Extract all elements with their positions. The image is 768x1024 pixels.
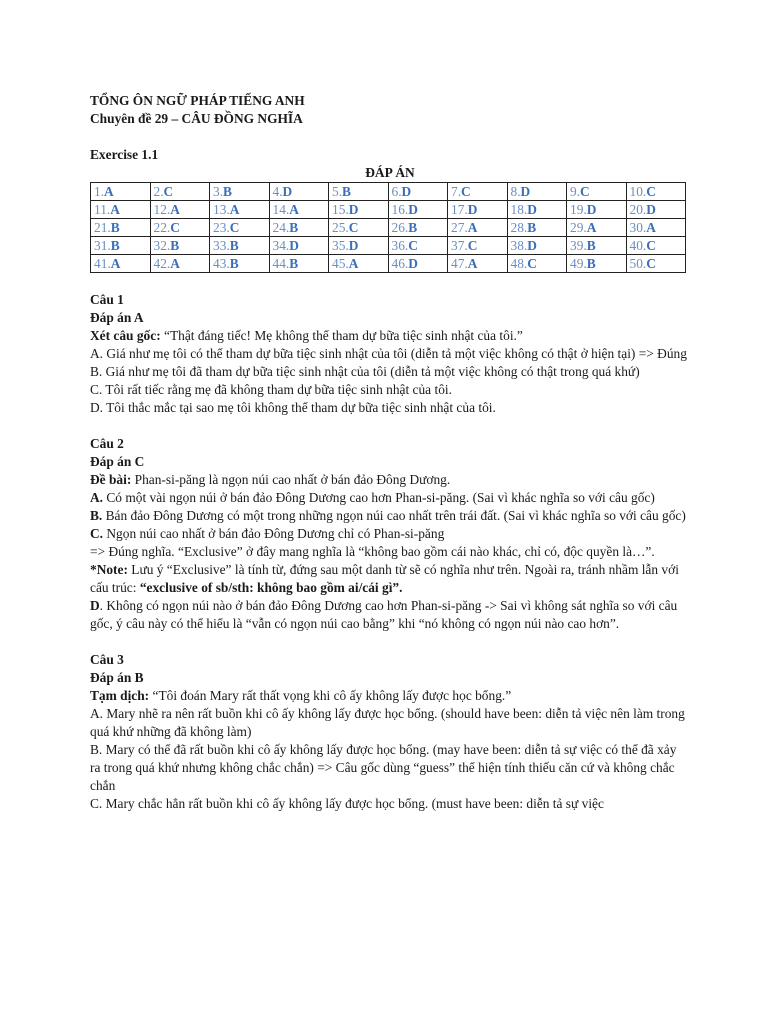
answer-cell (388, 255, 448, 273)
answer-number: 2. (153, 184, 164, 199)
answer-letter: C (527, 256, 537, 271)
question-2-heading: Câu 2 (90, 436, 124, 451)
question-3-option-b: B. Mary có thể đã rất buồn khi cô ấy không lấy được học bổng. (may have been: diễn tả sự việc có thể đã xảy ra trong quá khứ nhưng không chắc chắn) => Câu gốc dùng “guess” thể hiện tính thiếu căn cứ và không chắc chắn (90, 742, 677, 793)
answer-number: 22. (153, 220, 171, 235)
answer-letter: A (467, 256, 478, 271)
option-text: Ngọn núi cao nhất ở bán đảo Đông Dương chỉ có Phan-si-păng (103, 526, 445, 541)
question-2-answer: Đáp án C (90, 454, 145, 469)
answer-letter: B (527, 220, 537, 235)
answer-letter: C (461, 184, 471, 199)
document-content (90, 92, 690, 813)
answer-cell (626, 183, 686, 201)
answer-key-table (90, 182, 686, 273)
answer-letter: D (408, 202, 418, 217)
answer-number: 45. (332, 256, 349, 271)
answer-number: 43. (213, 256, 230, 271)
answer-letter: C (229, 220, 240, 235)
answer-letter: A (646, 220, 656, 235)
answer-number: 31. (94, 238, 111, 253)
answer-cell (388, 219, 448, 237)
answer-cell (329, 219, 389, 237)
answer-cell (388, 237, 448, 255)
question-2-option-d (90, 597, 690, 633)
answer-letter: B (586, 238, 596, 253)
question-2-option-c (90, 525, 690, 543)
answer-number: 42. (153, 256, 171, 271)
option-label: B. (90, 508, 103, 523)
answer-cell (507, 183, 567, 201)
option-text: . Không có ngọn núi nào ở bán đảo Đông Dương cao hơn Phan-si-păng -> Sai vì không sát nghĩa so với câu gốc, ý câu này có thể hiểu là “vẫn có ngọn núi cao bằng” khi “nó không có ngọn núi nào cao hơn”. (90, 598, 678, 631)
answer-number: 41. (94, 256, 111, 271)
lead-label: Tạm dịch: (90, 688, 150, 703)
question-1-answer: Đáp án A (90, 310, 144, 325)
answer-row (91, 255, 686, 273)
answer-number: 16. (391, 202, 409, 217)
answer-number: 50. (629, 256, 647, 271)
answer-cell (448, 219, 508, 237)
option-label: C. (90, 526, 104, 541)
answer-letter: B (229, 238, 239, 253)
answer-letter: B (110, 220, 120, 235)
option-text: Bán đảo Đông Dương có một trong những ngọn núi cao nhất trên trái đất. (Sai vì khác nghĩa so với câu gốc) (102, 508, 686, 523)
question-2-option-c-note: => Đúng nghĩa. “Exclusive” ở đây mang nghĩa là “không bao gồm cái nào khác, chỉ có, độc quyền là…”. (90, 544, 655, 559)
question-2-option-a (90, 489, 690, 507)
answer-letter: D (348, 238, 359, 253)
answer-number: 44. (272, 256, 290, 271)
answer-number: 49. (570, 256, 587, 271)
answer-number: 35. (332, 238, 349, 253)
answer-letter: B (110, 238, 120, 253)
answer-letter: D (527, 238, 537, 253)
answer-row (91, 237, 686, 255)
answer-row (91, 219, 686, 237)
question-3-lead (90, 687, 690, 705)
question-1-option-c: C. Tôi rất tiếc rằng mẹ đã không tham dự bữa tiệc sinh nhật của tôi. (90, 382, 452, 397)
answer-letter: A (170, 202, 180, 217)
answer-number: 3. (213, 184, 224, 199)
exercise-heading: Exercise 1.1 (90, 147, 159, 162)
answer-number: 24. (272, 220, 290, 235)
lead-text: “Tôi đoán Mary rất thất vọng khi cô ấy không lấy được học bổng.” (149, 688, 512, 703)
answer-cell (507, 201, 567, 219)
note-label: *Note: (90, 562, 128, 577)
answer-letter: C (646, 256, 656, 271)
answer-letter: D (408, 256, 418, 271)
answer-number: 46. (391, 256, 409, 271)
answer-cell (329, 183, 389, 201)
answer-cell (150, 237, 210, 255)
answer-cell (150, 219, 210, 237)
answer-cell (567, 201, 627, 219)
answer-number: 7. (451, 184, 462, 199)
answer-letter: B (289, 220, 299, 235)
answer-cell (448, 201, 508, 219)
answer-letter: D (646, 202, 656, 217)
document-title: TỔNG ÔN NGỮ PHÁP TIẾNG ANH (90, 93, 305, 108)
answer-number: 26. (391, 220, 409, 235)
answer-cell (210, 219, 270, 237)
answer-letter: D (282, 184, 293, 199)
answer-letter: C (408, 238, 418, 253)
answer-letter: D (401, 184, 412, 199)
answer-cell (567, 183, 627, 201)
answer-cell (150, 201, 210, 219)
question-3-option-a: A. Mary nhẽ ra nên rất buồn khi cô ấy không lấy được học bổng. (should have been: diễn tả việc nên làm trong quá khứ những đã không làm) (90, 706, 685, 739)
question-2-option-b (90, 507, 690, 525)
answer-letter: C (467, 238, 478, 253)
answer-cell (269, 237, 329, 255)
answer-cell (91, 201, 151, 219)
answer-cell (269, 255, 329, 273)
answer-number: 14. (272, 202, 290, 217)
answer-number: 18. (510, 202, 528, 217)
answer-letter: B (408, 220, 418, 235)
answer-cell (567, 219, 627, 237)
answer-letter: C (348, 220, 359, 235)
question-1-option-b: B. Giá như mẹ tôi đã tham dự bữa tiệc sinh nhật của tôi (diễn tả một việc không có thật trong quá khứ) (90, 364, 640, 379)
answer-number: 8. (510, 184, 521, 199)
answer-number: 27. (451, 220, 468, 235)
answer-letter: B (229, 256, 239, 271)
answer-cell (269, 219, 329, 237)
answer-number: 1. (94, 184, 105, 199)
answer-letter: C (170, 220, 180, 235)
answer-number: 47. (451, 256, 468, 271)
answer-number: 28. (510, 220, 528, 235)
question-2-lead (90, 471, 690, 489)
answer-letter: A (104, 184, 114, 199)
answer-number: 38. (510, 238, 528, 253)
answer-cell (91, 183, 151, 201)
answer-cell (150, 183, 210, 201)
answer-number: 32. (153, 238, 171, 253)
answer-letter: B (223, 184, 232, 199)
option-text: Có một vài ngọn núi ở bán đảo Đông Dương cao hơn Phan-si-păng. (Sai vì khác nghĩa so với câu gốc) (103, 490, 655, 505)
answer-cell (567, 237, 627, 255)
answer-letter: C (163, 184, 174, 199)
answer-number: 6. (391, 184, 402, 199)
answer-number: 40. (629, 238, 647, 253)
question-1-lead (90, 327, 690, 345)
lead-label: Xét câu gốc: (90, 328, 161, 343)
option-label: A. (90, 490, 104, 505)
answer-letter: C (646, 184, 656, 199)
answer-letter: B (586, 256, 596, 271)
answer-letter: A (348, 256, 359, 271)
answer-cell (91, 255, 151, 273)
answer-letter: B (170, 238, 180, 253)
lead-text: Phan-si-păng là ngọn núi cao nhất ở bán đảo Đông Dương. (131, 472, 451, 487)
answer-cell (388, 183, 448, 201)
answer-cell (626, 237, 686, 255)
answer-cell (507, 237, 567, 255)
answer-cell (329, 255, 389, 273)
answer-cell (567, 255, 627, 273)
answer-letter: A (586, 220, 597, 235)
answer-number: 39. (570, 238, 587, 253)
answer-number: 15. (332, 202, 349, 217)
answer-cell (210, 255, 270, 273)
answer-number: 19. (570, 202, 587, 217)
answer-number: 4. (272, 184, 283, 199)
answer-letter: C (646, 238, 656, 253)
answer-cell (329, 201, 389, 219)
answer-letter: D (586, 202, 597, 217)
answer-cell (210, 201, 270, 219)
question-3-option-c: C. Mary chắc hẳn rất buồn khi cô ấy không lấy được học bổng. (must have been: diễn tả sự việc (90, 796, 604, 811)
answer-number: 12. (153, 202, 171, 217)
answer-letter: A (467, 220, 478, 235)
answer-row (91, 201, 686, 219)
note-structure: “exclusive of sb/sth: không bao gồm ai/cái gì”. (139, 580, 403, 595)
question-3-answer: Đáp án B (90, 670, 144, 685)
question-1-option-d: D. Tôi thắc mắc tại sao mẹ tôi không thể tham dự bữa tiệc sinh nhật của tôi. (90, 400, 496, 415)
answer-number: 29. (570, 220, 587, 235)
answer-cell (448, 255, 508, 273)
answer-cell (388, 201, 448, 219)
answer-cell (91, 219, 151, 237)
answer-cell (507, 219, 567, 237)
answer-cell (210, 183, 270, 201)
answer-cell (626, 255, 686, 273)
question-2-note (90, 561, 690, 597)
answer-cell (507, 255, 567, 273)
answer-number: 5. (332, 184, 343, 199)
answer-letter: D (289, 238, 299, 253)
answer-number: 11. (94, 202, 111, 217)
answer-letter: D (348, 202, 359, 217)
answer-cell (269, 201, 329, 219)
question-3-heading: Câu 3 (90, 652, 124, 667)
question-1-heading: Câu 1 (90, 292, 124, 307)
answer-letter: C (580, 184, 590, 199)
answer-number: 33. (213, 238, 230, 253)
lead-text: “Thật đáng tiếc! Mẹ không thể tham dự bữa tiệc sinh nhật của tôi.” (160, 328, 523, 343)
answer-number: 17. (451, 202, 468, 217)
answer-cell (150, 255, 210, 273)
answer-number: 48. (510, 256, 528, 271)
answer-cell (210, 237, 270, 255)
answer-letter: D (527, 202, 537, 217)
document-subtitle: Chuyên đề 29 – CÂU ĐỒNG NGHĨA (90, 111, 303, 126)
answer-cell (269, 183, 329, 201)
answer-cell (91, 237, 151, 255)
answer-letter: A (170, 256, 180, 271)
answer-number: 37. (451, 238, 468, 253)
answer-key-heading: ĐÁP ÁN (365, 165, 415, 180)
note-text: Lưu ý “Exclusive” là tính từ, đứng sau một danh từ sẽ có nghĩa như trên. Ngoài ra, tránh nhầm lẫn với cấu trúc: (90, 562, 679, 595)
answer-cell (329, 237, 389, 255)
question-1-option-a: A. Giá như mẹ tôi có thể tham dự bữa tiệc sinh nhật của tôi (diễn tả một việc không có thật ở hiện tại) => Đúng (90, 346, 687, 361)
answer-number: 36. (391, 238, 409, 253)
answer-cell (626, 201, 686, 219)
answer-number: 21. (94, 220, 111, 235)
answer-number: 20. (629, 202, 647, 217)
answer-number: 23. (213, 220, 230, 235)
answer-number: 25. (332, 220, 349, 235)
answer-number: 13. (213, 202, 230, 217)
answer-cell (448, 237, 508, 255)
answer-letter: D (520, 184, 531, 199)
option-label: D (90, 598, 100, 613)
answer-letter: A (229, 202, 240, 217)
answer-cell (448, 183, 508, 201)
answer-number: 10. (629, 184, 647, 199)
lead-label: Đề bài: (90, 472, 132, 487)
answer-row (91, 183, 686, 201)
answer-letter: D (467, 202, 478, 217)
answer-letter: B (289, 256, 299, 271)
answer-letter: A (110, 202, 120, 217)
answer-number: 34. (272, 238, 290, 253)
answer-number: 30. (629, 220, 647, 235)
answer-letter: A (289, 202, 299, 217)
answer-number: 9. (570, 184, 581, 199)
answer-cell (626, 219, 686, 237)
answer-letter: B (342, 184, 351, 199)
answer-letter: A (110, 256, 121, 271)
